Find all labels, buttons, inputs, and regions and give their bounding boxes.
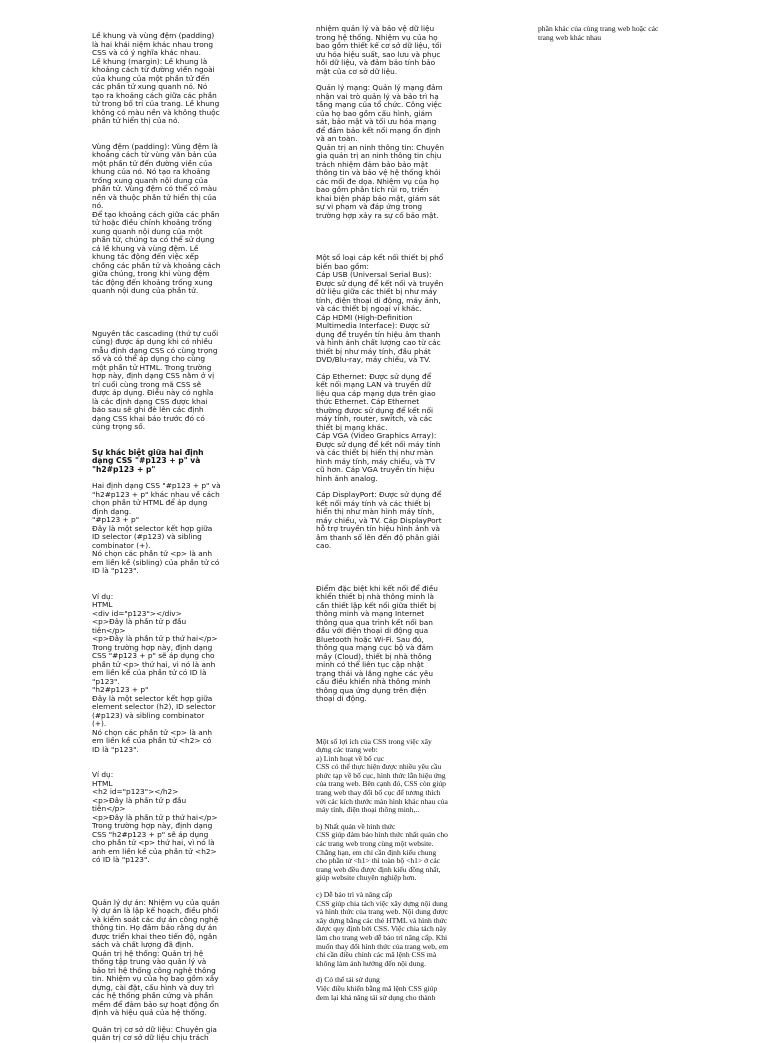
paragraph: Điểm đặc biệt khi kết nối để điều khiển thiết bị nhà thông minh là cần thiết lập kết nối giữa thiết bị thông minh và mạng Internet thông qua qua trình kết nối ban đầu với điện thoại di động qua Bluetooth hoặc Wi-Fi. Sau đó, thông qua mạng cục bộ và đám mây (Cloud), thiết bị nhà thông minh có thể liên tục cập nhật trạng thái và lắng nghe các yêu cầu điều khiển nhà thông minh thông qua ứng dụng trên điện thoại di động. — [316, 583, 438, 703]
paragraph-spacer — [92, 865, 262, 899]
text-column-left — [92, 32, 262, 1043]
paragraph: Ví dụ: HTML <div id="p123"></div> <p>Đây là phần tử p đầu tiên</p> <p>Đây là phần tử p thứ hai</p> Trong trường hợp này, định dạng CSS "#p123 + p" sẽ áp dụng cho phần tử <p> thứ hai, vì nó là anh em liền kề của phần tử có ID là "p123". "h2#p123 + p" Đây là một selector kết hợp giữa element selector (h2), ID selector (#p123) và sibling combinator (+). Nó chọn các phần tử <p> là anh em liền kề của phần tử <h2> có ID là "p123". — [92, 591, 218, 754]
paragraph-spacer — [316, 551, 456, 585]
text-column-middle — [316, 25, 456, 1002]
paragraph: b) Nhất quán về hình thức CSS giúp đảm bảo hình thức nhất quán cho các trang web trong cùng một website. Chẳng hạn, em chỉ cần định kiểu chung cho phần tử <h1> thì toàn bộ <h1> ở các trang web đều được định kiểu đồng nhất, giúp website chuyên nghiệp hơn. — [316, 821, 448, 883]
paragraph: Lề khung và vùng đệm (padding) là hai khái niệm khác nhau trong CSS và có ý nghĩa khác nhau. Lề khung (margin): Lề khung là khoảng cách từ đường viền ngoài của khung của một phần tử đến các phần tử xung quanh nó. Nó tạo ra khoảng cách giữa các phần tử trong bố trí của trang. Lề khung không có màu nền và không thuộc phần tử hiển thị của nó. — [92, 31, 220, 125]
paragraph-spacer — [92, 296, 262, 330]
paragraph: Cáp DisplayPort: Được sử dụng để kết nối máy tính và các thiết bị hiển thị như màn hình máy tính, máy chiếu, và TV. Cáp DisplayPort hỗ trợ truyền tín hiệu hình ảnh và âm thanh số lên đến độ phân giải cao. — [316, 490, 442, 550]
paragraph: c) Dễ bảo trì và nâng cấp CSS giúp chia tách việc xây dựng nội dung và hình thức của trang web. Nội dung được xây dựng bằng các thẻ HTML và hình thức được quy định bởi CSS. Việc chia tách này làm cho trang web dễ bảo trì nâng cấp. Khi muốn thay đổi hình thức của trang web, em chỉ cần điều chỉnh các mã lệnh CSS mà không làm ảnh hưởng đến nội dung. — [316, 890, 449, 968]
section-heading: Sự khác biệt giữa hai định dạng CSS "#p123 + p" và "h2#p123 + p" — [92, 447, 204, 474]
paragraph-spacer — [92, 432, 262, 449]
paragraph-spacer — [92, 126, 262, 143]
paragraph-spacer — [92, 576, 262, 593]
paragraph: Một số loại cáp kết nối thiết bị phổ biến bao gồm: Cáp USB (Universal Serial Bus): Được sử dụng để kết nối và truyền dữ liệu giữa các thiết bị như máy tính, điện thoại di động, máy ảnh, và các thiết bị ngoại vi khác. Cáp HDMI (High-Definition Multimedia Interface): Được sử dụng để truyền tín hiệu âm thanh và hình ảnh chất lượng cao từ các thiết bị như máy tính, đầu phát DVD/Blu-ray, máy chiếu, và TV. — [316, 253, 444, 364]
paragraph: Hai định dạng CSS "#p123 + p" và "h2#p123 + p" khác nhau về cách chọn phần tử HTML để áp dụng định dạng. "#p123 + p" Đây là một selector kết hợp giữa ID selector (#p123) và sibling combinator (+). Nó chọn các phần tử <p> là anh em liền kề (sibling) của phần tử có ID là "p123". — [92, 481, 221, 576]
paragraph: Nguyên tắc cascading (thứ tự cuối cùng) được áp dụng khi có nhiều mẫu định dạng CSS có cùng trọng số và có thể áp dụng cho cùng một phần tử HTML. Trong trường hợp này, định dạng CSS nằm ở vị trí cuối cùng trong mã CSS sẽ được áp dụng. Điều này có nghĩa là các định dạng CSS được khai báo sau sẽ ghi đè lên các định dạng CSS khai báo trước đó có cùng trọng số. — [92, 328, 219, 431]
paragraph-spacer — [316, 220, 456, 254]
paragraph: Ví dụ: HTML <h2 id="p123"></h2> <p>Đây là phần tử p đầu tiên</p> <p>Đây là phần tử p thứ hai</p> Trong trường hợp này, định dạng CSS "h2#p123 + p" sẽ áp dụng cho phần tử <p> thứ hai, vì nó là anh em liền kề của phần tử <h2> có ID là "p123". — [92, 770, 218, 865]
paragraph: Quản lý mạng: Quản lý mạng đảm nhận vai trò quản lý và bảo trì hạ tầng mạng của tổ chức. Công việc của họ bao gồm cấu hình, giám sát, bảo mật và tối ưu hóa mạng để đảm bảo kết nối mạng ổn định và an toàn. Quản trị an ninh thông tin: Chuyên gia quản trị an ninh thông tin chịu trách nhiệm đảm bảo bảo mật thông tin và bảo vệ hệ thống khỏi các mối đe dọa. Nhiệm vụ của họ bao gồm phân tích rủi ro, triển khai biện pháp bảo mật, giám sát sự vi phạm và đáp ứng trong trường hợp xảy ra sự cố bảo mật. — [316, 83, 445, 220]
paragraph-spacer — [92, 1018, 262, 1026]
paragraph: Quản lý dự án: Nhiệm vụ của quản lý dự án là lập kế hoạch, điều phối và kiểm soát các dự án công nghệ thông tin. Họ đảm bảo rằng dự án được triển khai theo tiến độ, ngân sách và chất lượng đã định. Quản trị hệ thống: Quản trị hệ thống tập trung vào quản lý và bảo trì hệ thống công nghệ thông tin. Nhiệm vụ của họ bao gồm xây dựng, cài đặt, cấu hình và duy trì các hệ thống phần cứng và phần mềm để đảm bảo sự hoạt động ổn định và hiệu quả của hệ thống. — [92, 897, 220, 1018]
paragraph: Một số lợi ích của CSS trong việc xây dựng các trang web: a) Linh hoạt về bố cục CSS có thể thực hiện được nhiều yêu cầu phức tạp về bố cục, hình thức lẫn hiệu ứng của trang web. Bên cạnh đó, CSS còn giúp trang web thay đổi bố cục để tương thích với các kích thước màn hình khác nhau của máy tính, điện thoại thông minh,.. — [316, 736, 448, 815]
paragraph: d) Có thể tái sử dụng Việc điều khiển bằng mã lệnh CSS giúp đem lại khả năng tái sử dụng cho thành — [316, 975, 438, 1002]
paragraph: Quản trị cơ sở dữ liệu: Chuyên gia quản trị cơ sở dữ liệu chịu trách — [92, 1024, 217, 1043]
paragraph: Cáp Ethernet: Được sử dụng để kết nối mạng LAN và truyền dữ liệu qua cáp mạng dựa trên giao thức Ethernet. Cáp Ethernet thường được sử dụng để kết nối máy tính, router, switch, và các thiết bị mạng khác. Cáp VGA (Video Graphics Array): Được sử dụng để kết nối máy tính và các thiết bị hiển thị như màn hình máy tính, máy chiếu, và TV cũ hơn. Cáp VGA truyền tín hiệu hình ảnh analog. — [316, 371, 441, 483]
paragraph-spacer — [92, 754, 262, 771]
paragraph: Vùng đệm (padding): Vùng đệm là khoảng cách từ vùng văn bản của một phần tử đến đường viền của khung của nó. Nó tạo ra khoảng trống xung quanh nội dung của phần tử. Vùng đệm có thể có màu nền và thuộc phần tử hiển thị của nó. Để tạo khoảng cách giữa các phần tử hoặc điều chỉnh khoảng trống xung quanh nội dung của một phần tử, chúng ta có thể sử dụng cả lề khung và vùng đệm. Lề khung tác động đến việc xếp chồng các phần tử và khoảng cách giữa chúng, trong khi vùng đệm tác động đến khoảng trống xung quanh nội dung của phần tử. — [92, 141, 221, 295]
paragraph: phần khác của cùng trang web hoặc các trang web khác nhau — [538, 24, 659, 42]
paragraph: nhiệm quản lý và bảo vệ dữ liệu trong hệ thống. Nhiệm vụ của họ bao gồm thiết kế cơ sở dữ liệu, tối ưu hóa hiệu suất, sao lưu và phục hồi dữ liệu, và đảm bảo tính bảo mật của cơ sở dữ liệu. — [316, 24, 442, 76]
text-column-right — [538, 25, 698, 42]
paragraph-spacer — [316, 704, 456, 738]
